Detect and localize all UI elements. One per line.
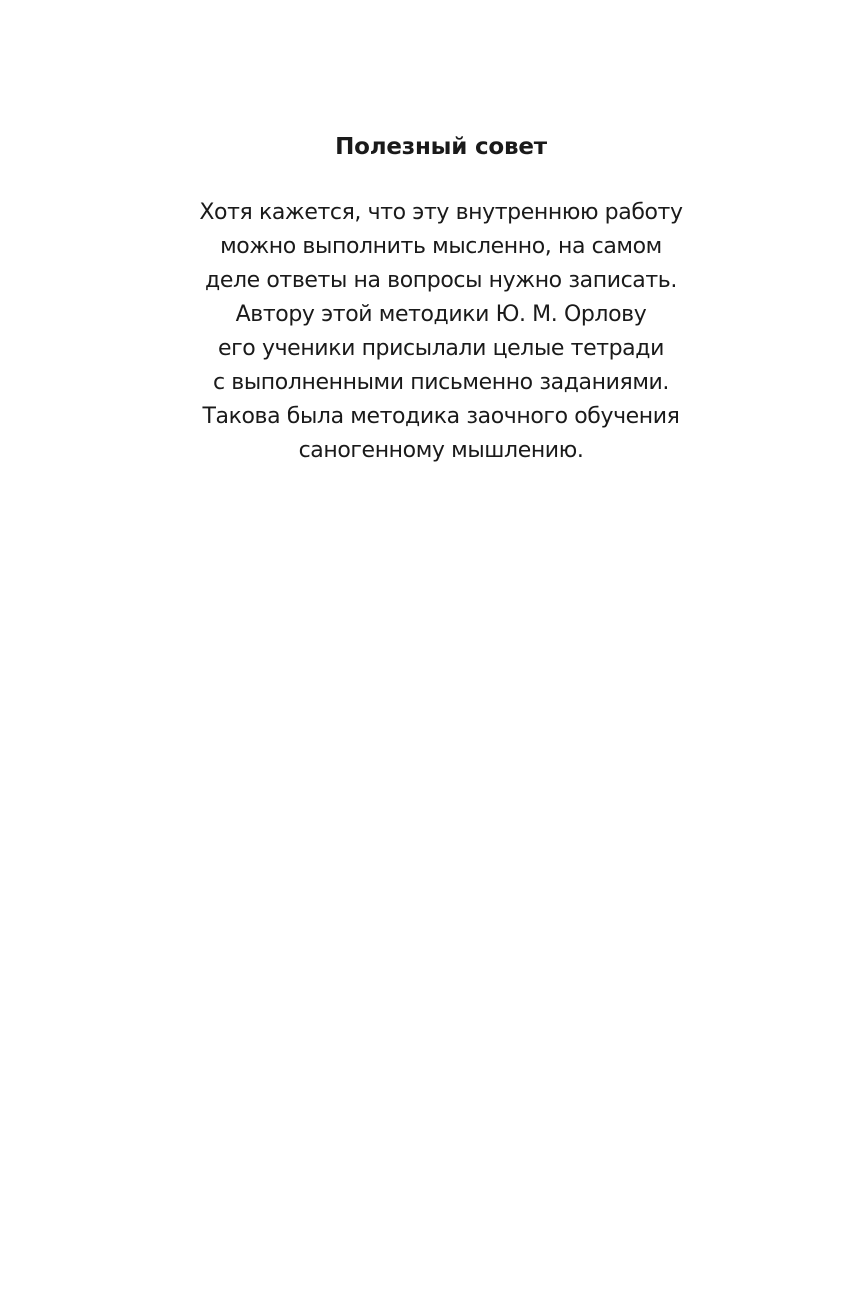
tip-body [0,196,862,468]
tip-title: Полезный совет [335,134,547,160]
tip-line: деле ответы на вопросы нужно записать. [205,268,677,293]
tip-block [0,128,862,468]
tip-line: Такова была методика заочного обучения [202,404,680,429]
tip-line: Хотя кажется, что эту внутреннюю работу [199,200,683,225]
tip-line: с выполненными письменно заданиями. [212,370,670,395]
tip-line: его ученики присылали целые тетради [218,336,664,361]
tip-line: можно выполнить мысленно, на самом [220,234,662,259]
tip-line: Автору этой методики Ю. М. Орлову [235,302,647,327]
tip-line: саногенному мышлению. [298,438,584,463]
